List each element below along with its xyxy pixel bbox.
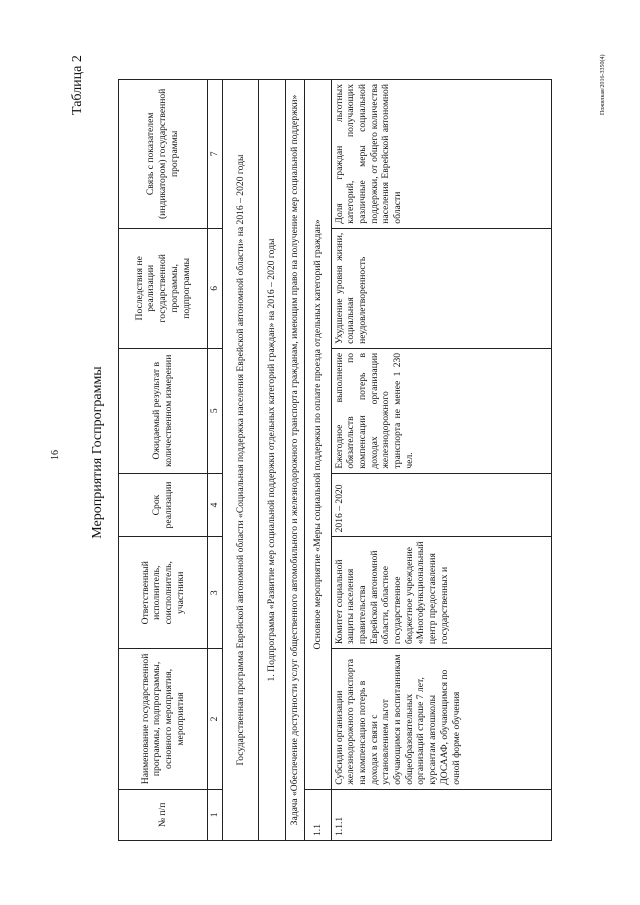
event-term: 2016 – 2020 (331, 473, 551, 537)
column-number: 4 (208, 473, 223, 537)
column-number: 5 (208, 348, 223, 473)
task-title: Задача «Обеспечение доступности услуг общественного автомобильного и железнодорожного транспорта гражданам, имеющим право на получение мер социальной поддержки» (286, 80, 305, 841)
column-number: 7 (208, 80, 223, 229)
event-indicator: Доля граждан льготных категорий, получающих различные меры социальной поддержки, от общего количества населения Еврейской автономной области (331, 80, 551, 229)
header-cell: Срок реализации (119, 473, 208, 537)
event-consequence: Ухудшение уровня жизни, социальная неудовлетворенность (331, 228, 551, 348)
page-number: 16 (50, 450, 61, 460)
subprogram-title: 1. Подпрограмма «Развитие мер социальной поддержки отдельных категорий граждан» на 2016 – 2020 годы (259, 80, 286, 841)
column-number: 3 (208, 537, 223, 649)
document-id: Пожилкая/2016-3350(4) (600, 54, 606, 115)
row-number: 1.1.1 (331, 789, 551, 840)
column-number: 6 (208, 228, 223, 348)
main-event-number: 1.1 (304, 789, 331, 840)
header-cell: № п/п (119, 789, 208, 840)
header-cell: Ответственный исполнитель, соисполнитель, участники (119, 537, 208, 649)
header-cell: Ожидаемый результат в количественном измерении (119, 348, 208, 473)
event-executor: Комитет социальной защиты населения правительства Еврейской автономной области, областное государственное бюджетное учреждение «Многофункциональный центр предоставления государственных и (331, 537, 551, 649)
header-cell: Наименование государственной программы, подпрограммы, основного мероприятия, мероприятия (119, 649, 208, 790)
header-cell: Связь с показателем (индикатором) государственной программы (119, 80, 208, 229)
event-result: Ежегодное выполнение обязательств по компенсации потерь в доходах организации железнодорожного транспорта не менее 1 230 чел. (331, 348, 551, 473)
events-table (118, 79, 552, 841)
main-event-row (304, 80, 331, 841)
event-name: Субсидии организации железнодорожного транспорта на компенсацию потерь в доходах в связи с установлением льгот обучающимся и воспитанникам общеобразовательных организаций старше 7 лет, курсантам автошколы ДОСААФ, обучающимся по очной форме обучения (331, 649, 551, 790)
table-label: Таблица 2 (70, 55, 85, 115)
page-title: Мероприятия Госпрограммы (90, 366, 105, 539)
column-number: 1 (208, 789, 223, 840)
table-row (331, 80, 551, 841)
header-cell: Последствия не реализации государственной программы, подпрограммы (119, 228, 208, 348)
main-event-title: Основное мероприятие «Меры социальной поддержки по оплате проезда отдельных категорий граждан» (304, 80, 331, 790)
program-row (222, 80, 259, 841)
program-title: Государственная программа Еврейской автономной области «Социальная поддержка населения Еврейской автономной области» на 2016 – 2020 годы (222, 80, 259, 841)
task-row (286, 80, 305, 841)
header-row (119, 80, 208, 841)
subprogram-row (259, 80, 286, 841)
column-number: 2 (208, 649, 223, 790)
column-number-row (208, 80, 223, 841)
